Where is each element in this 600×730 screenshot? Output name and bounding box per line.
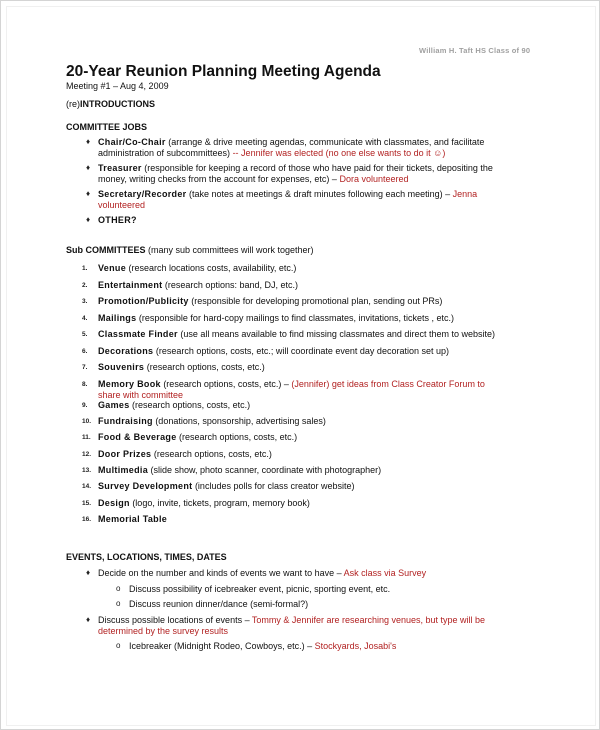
list-number: 14. <box>82 483 92 490</box>
sub-committee-item: Door Prizes (research options, costs, etc.) <box>98 449 272 459</box>
list-number: 16. <box>82 516 92 523</box>
bullet-icon: ♦ <box>86 137 91 146</box>
sub-committee-item: Mailings (responsible for hard-copy mailings to find classmates, invitations, tickets , etc.) <box>98 313 455 323</box>
sub-committee-item: Food & Beverage (research options, costs, etc.) <box>98 432 298 442</box>
sub-committee-item: Memory Book (research options, costs, etc.) – (Jennifer) get ideas from Class Creator Forum to <box>98 379 485 389</box>
bullet-icon: ♦ <box>86 189 91 198</box>
events-sub-icebreaker-possibility: Discuss possibility of icebreaker event, picnic, sporting event, etc. <box>129 584 391 594</box>
list-number: 13. <box>82 467 92 474</box>
events-sub-dinner-dance: Discuss reunion dinner/dance (semi-formal?) <box>129 599 309 609</box>
circle-bullet-icon: o <box>116 584 121 593</box>
header-note: William H. Taft HS Class of 90 <box>419 46 531 55</box>
circle-bullet-icon: o <box>116 599 121 608</box>
list-number: 9. <box>82 402 88 409</box>
events-item-locations: Discuss possible locations of events – Tommy & Jennifer are researching venues, but type will be <box>98 615 486 625</box>
list-number: 3. <box>82 298 88 305</box>
list-number: 4. <box>82 315 88 322</box>
sub-committee-item: Classmate Finder (use all means available to find missing classmates and direct them to website) <box>98 329 495 339</box>
list-number: 1. <box>82 265 88 272</box>
list-item-treasurer: Treasurer (responsible for keeping a record of those who have paid for their tickets, depositing the <box>98 163 493 173</box>
sub-committee-item: Multimedia (slide show, photo scanner, coordinate with photographer) <box>98 465 382 475</box>
introductions-heading: (re)INTRODUCTIONS <box>66 99 155 109</box>
sub-committee-item: Souvenirs (research options, costs, etc.) <box>98 362 265 372</box>
sub-committee-item-cont: share with committee <box>98 390 184 400</box>
events-item-locations-cont: determined by the survey results <box>98 626 229 636</box>
list-number: 10. <box>82 418 92 425</box>
list-item-treasurer-cont: money, writing checks from the account for expenses, etc) – Dora volunteered <box>98 174 409 184</box>
bullet-icon: ♦ <box>86 615 91 624</box>
circle-bullet-icon: o <box>116 641 121 650</box>
sub-committee-item: Design (logo, invite, tickets, program, memory book) <box>98 498 310 508</box>
sub-committee-item: Survey Development (includes polls for class creator website) <box>98 481 355 491</box>
list-item-chair: Chair/Co-Chair (arrange & drive meeting agendas, communicate with classmates, and facilitate <box>98 137 485 147</box>
list-number: 15. <box>82 500 92 507</box>
sub-committee-item: Decorations (research options, costs, etc.; will coordinate event day decoration set up) <box>98 346 449 356</box>
sub-committees-heading: Sub COMMITTEES (many sub committees will work together) <box>66 245 314 255</box>
list-number: 12. <box>82 451 92 458</box>
sub-committee-item: Games (research options, costs, etc.) <box>98 400 251 410</box>
list-item-other: OTHER? <box>98 215 137 225</box>
meeting-subtitle: Meeting #1 – Aug 4, 2009 <box>66 81 169 91</box>
bullet-icon: ♦ <box>86 568 91 577</box>
page-title: 20-Year Reunion Planning Meeting Agenda <box>66 63 381 80</box>
list-item-secretary-cont: volunteered <box>98 200 146 210</box>
list-number: 5. <box>82 331 88 338</box>
list-number: 8. <box>82 381 88 388</box>
list-number: 11. <box>82 434 91 441</box>
bullet-icon: ♦ <box>86 163 91 172</box>
bullet-icon: ♦ <box>86 215 91 224</box>
sub-committee-item: Memorial Table <box>98 514 168 524</box>
committee-jobs-heading: COMMITTEE JOBS <box>66 122 148 132</box>
sub-committee-item: Fundraising (donations, sponsorship, advertising sales) <box>98 416 326 426</box>
events-item-decide: Decide on the number and kinds of events we want to have – Ask class via Survey <box>98 568 427 578</box>
events-heading: EVENTS, LOCATIONS, TIMES, DATES <box>66 552 227 562</box>
list-item-chair-cont: administration of subcommittees) -- Jennifer was elected (no one else wants to do it ☺) <box>98 148 446 158</box>
sub-committee-item: Promotion/Publicity (responsible for developing promotional plan, sending out PRs) <box>98 296 443 306</box>
events-sub-icebreaker-venues: Icebreaker (Midnight Rodeo, Cowboys, etc.) – Stockyards, Josabi's <box>129 641 397 651</box>
list-number: 6. <box>82 348 88 355</box>
list-item-secretary: Secretary/Recorder (take notes at meetings & draft minutes following each meeting) – Jenna <box>98 189 478 199</box>
list-number: 7. <box>82 364 88 371</box>
sub-committee-item: Venue (research locations costs, availability, etc.) <box>98 263 297 273</box>
sub-committee-item: Entertainment (research options: band, DJ, etc.) <box>98 280 298 290</box>
list-number: 2. <box>82 282 88 289</box>
